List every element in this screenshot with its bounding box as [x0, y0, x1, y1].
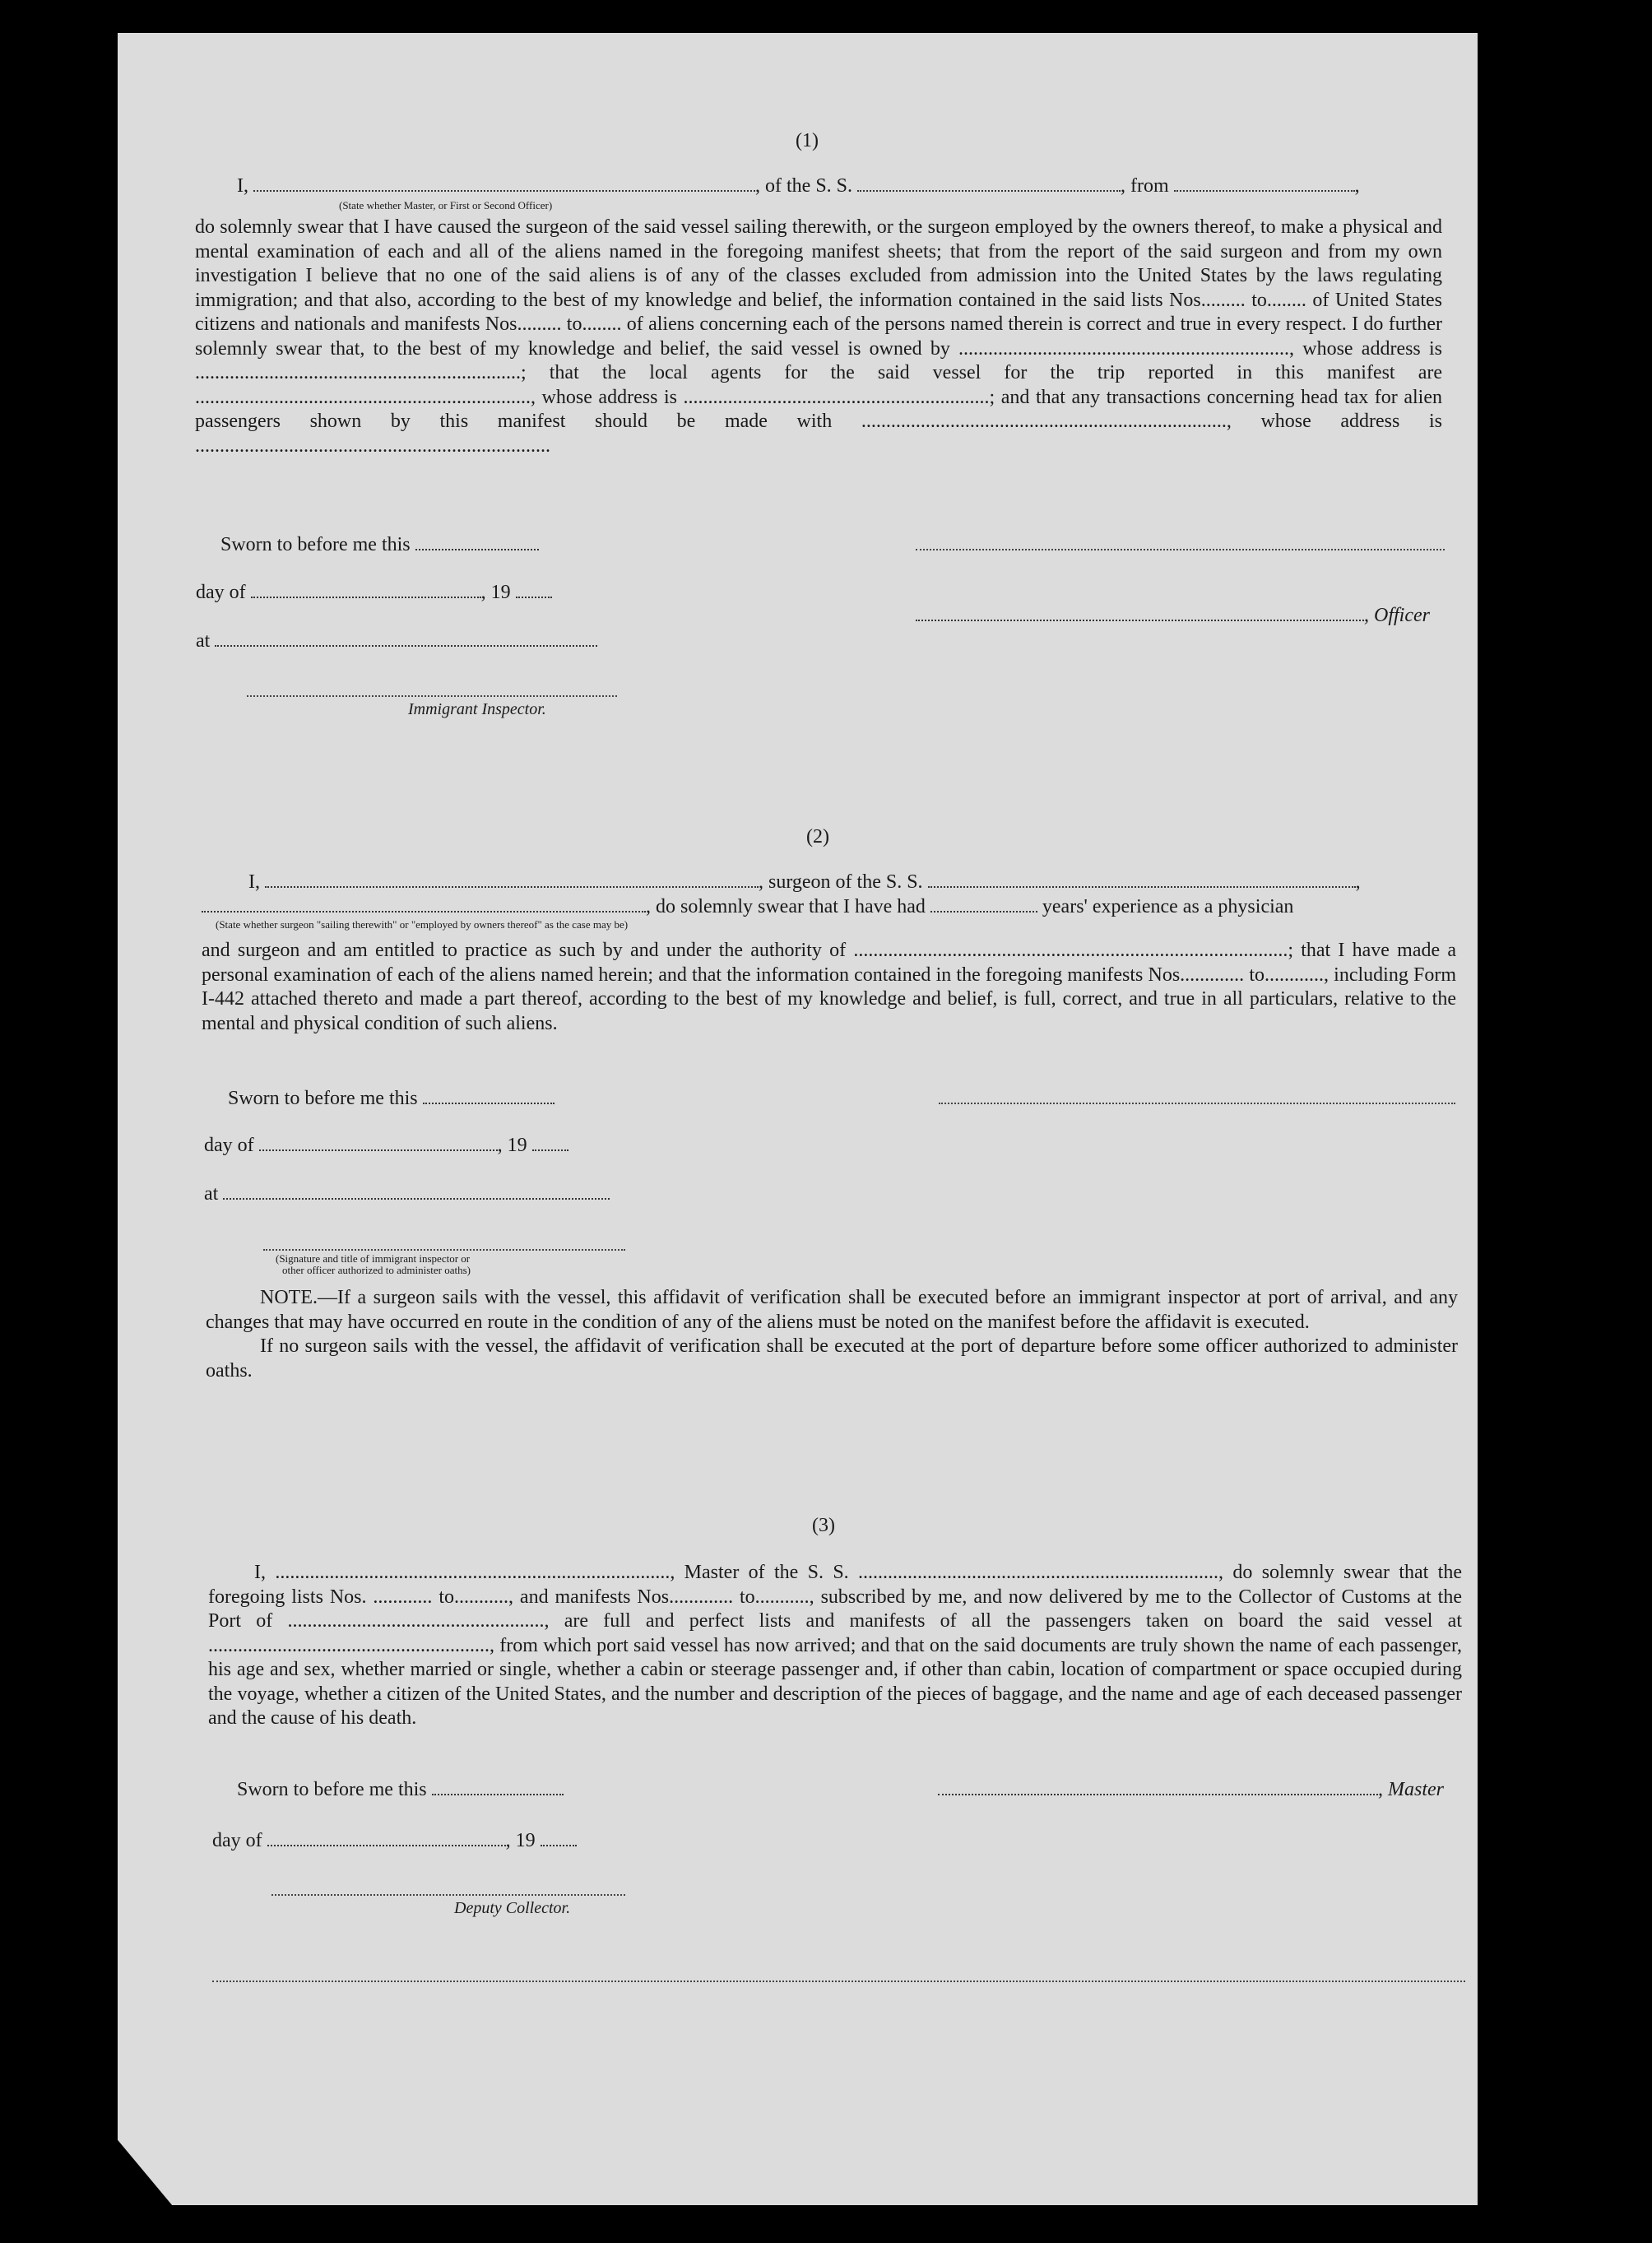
section-3-body-text: I, ................................................................................, Master of the S. S. ........................................................................., do solemnly swear that the foregoing lists Nos. ............ to..........., and manifests Nos............. to..........., subscribed by me, and now delivered by me to the Collector of Customs at the Port of ...................................................., are full and perfect lists and manifests of all the passengers taken on board the said vessel at ........................................................., from which port said vessel has now arrived; and that on the said documents are truly shown the name of each passenger, his age and sex, whether married or single, whether a cabin or steerage passenger and, if other than cabin, location of compartment or space occupied during the voyage, whether a citizen of the United States, and the number and description of the pieces of baggage, and the name and age of each deceased passenger and the cause of his death. — [208, 1562, 1462, 1729]
note-paragraph — [206, 1286, 1458, 1383]
sworn-day-field[interactable] — [423, 1088, 555, 1104]
section-1-body-text: do solemnly swear that I have caused the surgeon of the said vessel sailing therewith, or the surgeon employed by the owners thereof, to make a physical and mental examination of each and all of the aliens named in the foregoing manifest sheets; that from the report of the said surgeon and from my own investigation I believe that no one of the said aliens is of any of the classes excluded from admission into the United States by the laws regulating immigration; and that also, according to the best of my knowledge and belief, the information contained in the said lists Nos......... to........ of United States citizens and nationals and manifests Nos......... to........ of aliens concerning each of the persons named therein is correct and true in every respect. I do further solemnly swear that, to the best of my knowledge and belief, the said vessel is owned by ..................................................................., whose address is ..................................................................; that the local agents for the said vessel for the trip reported in this manifest are ...................................................................., whose address is ..............................................................; and that any transactions concerning head tax for alien passengers shown by this manifest should be made with .........................................................................., whose address is ........................................................................ — [195, 216, 1442, 457]
year-field[interactable] — [541, 1830, 577, 1846]
section-3-body — [208, 1561, 1462, 1731]
deputy-collector-label: Deputy Collector. — [454, 1899, 571, 1917]
month-field[interactable] — [251, 582, 481, 598]
at-line-1 — [196, 629, 597, 652]
place-field[interactable] — [223, 1183, 610, 1200]
punch-hole — [1528, 1985, 1566, 2023]
punch-hole — [1527, 248, 1565, 286]
collector-signature-line[interactable] — [271, 1894, 625, 1896]
label-of-ss: , of the S. S. — [755, 175, 853, 197]
label-i: I, — [237, 175, 248, 197]
day-of-label: day of — [212, 1830, 262, 1851]
punch-hole — [1508, 95, 1546, 132]
bottom-divider — [212, 1981, 1465, 1982]
sworn-line-3 — [237, 1778, 564, 1801]
officer-title-field[interactable] — [253, 175, 755, 192]
punch-hole — [1524, 1607, 1562, 1645]
years-label: years' experience as a physician — [1042, 896, 1294, 917]
section-3-heading: (3) — [812, 1515, 835, 1536]
day-of-label: day of — [204, 1135, 254, 1156]
at-line-2 — [204, 1182, 610, 1205]
note-text-2: If no surgeon sails with the vessel, the affidavit of verification shall be executed at the port of departure before some officer authorized to administer oaths. — [206, 1335, 1458, 1382]
month-field[interactable] — [267, 1830, 506, 1846]
signature-note-2: other officer authorized to administer oaths) — [282, 1264, 471, 1276]
comma: , — [1355, 871, 1361, 893]
section-1-body — [195, 216, 1442, 458]
note-text: NOTE.—If a surgeon sails with the vessel, this affidavit of verification shall be executed before an immigrant inspector at port of arrival, and any changes that may have occurred en route in the condition of any of the aliens must be noted on the manifest before the affidavit is executed. — [206, 1287, 1458, 1333]
inspector-signature-line[interactable] — [247, 695, 617, 697]
master-line — [938, 1778, 1444, 1801]
officer-signature-line[interactable] — [916, 549, 1445, 550]
port-from-field[interactable] — [1174, 175, 1355, 192]
surgeon-status-note: (State whether surgeon "sailing therewith" or "employed by owners thereof" as the case may be) — [216, 918, 629, 931]
signature-note-1: (Signature and title of immigrant inspector or — [276, 1252, 471, 1265]
section-2-body-text: and surgeon and am entitled to practice as such by and under the authority of ........................................................................................; that I have made a personal examination of each of the aliens named herein; and that the information contained in the foregoing manifests Nos............. to............, including Form I-442 attached thereto and made a part thereof, according to the best of my knowledge and belief, is full, correct, and true in all particulars, relative to the mental and physical condition of such aliens. — [202, 940, 1456, 1034]
section-2-second-line — [202, 895, 1293, 918]
years-field[interactable] — [930, 896, 1037, 913]
sworn-label: Sworn to before me this — [228, 1088, 418, 1109]
year-label: , 19 — [505, 1830, 536, 1851]
sworn-label: Sworn to before me this — [220, 534, 411, 555]
punch-hole — [1524, 1103, 1562, 1140]
section-1-heading: (1) — [796, 130, 819, 151]
master-label: , Master — [1378, 1779, 1444, 1800]
section-2-body — [202, 939, 1456, 1036]
master-signature-field[interactable] — [938, 1779, 1378, 1795]
label-i: I, — [248, 871, 260, 893]
day-of-label: day of — [196, 582, 246, 603]
year-label: , 19 — [497, 1135, 527, 1156]
year-field[interactable] — [532, 1135, 568, 1151]
day-of-line-1 — [196, 581, 552, 604]
surgeon-signature-line[interactable] — [939, 1103, 1455, 1104]
day-of-line-2 — [204, 1134, 568, 1157]
year-field[interactable] — [516, 582, 552, 598]
officer-line — [916, 604, 1430, 627]
punch-hole — [1529, 2115, 1566, 2152]
vessel-name-field[interactable] — [857, 175, 1121, 192]
section-2-heading: (2) — [806, 826, 829, 848]
officer-label: , Officer — [1364, 605, 1430, 626]
vessel-name-field[interactable] — [928, 871, 1356, 888]
immigrant-inspector-label: Immigrant Inspector. — [408, 700, 546, 718]
year-label: , 19 — [480, 582, 511, 603]
punch-hole — [1510, 611, 1548, 649]
surgeon-status-field[interactable] — [202, 896, 646, 913]
sworn-line-1 — [220, 533, 539, 556]
label-surgeon-of-ss: , surgeon of the S. S. — [759, 871, 923, 893]
surgeon-name-field[interactable] — [265, 871, 759, 888]
inspector-signature-line[interactable] — [263, 1249, 625, 1251]
day-of-line-3 — [212, 1829, 577, 1852]
swear-label: , do solemnly swear that I have had — [646, 896, 926, 917]
comma: , — [1354, 175, 1360, 197]
sworn-day-field[interactable] — [415, 534, 539, 550]
month-field[interactable] — [259, 1135, 498, 1151]
sworn-line-2 — [228, 1087, 555, 1110]
label-from: , from — [1121, 175, 1169, 197]
punch-hole — [1526, 1477, 1564, 1515]
sworn-label: Sworn to before me this — [237, 1779, 427, 1800]
officer-title-note: (State whether Master, or First or Second Officer) — [339, 199, 553, 211]
at-label: at — [196, 630, 211, 652]
place-field[interactable] — [215, 630, 597, 647]
section-1-first-line — [237, 174, 1360, 197]
sworn-day-field[interactable] — [432, 1779, 564, 1795]
section-2-first-line — [248, 871, 1361, 894]
punch-hole — [1510, 745, 1548, 783]
officer-name-field[interactable] — [916, 605, 1364, 621]
at-label: at — [204, 1183, 219, 1205]
